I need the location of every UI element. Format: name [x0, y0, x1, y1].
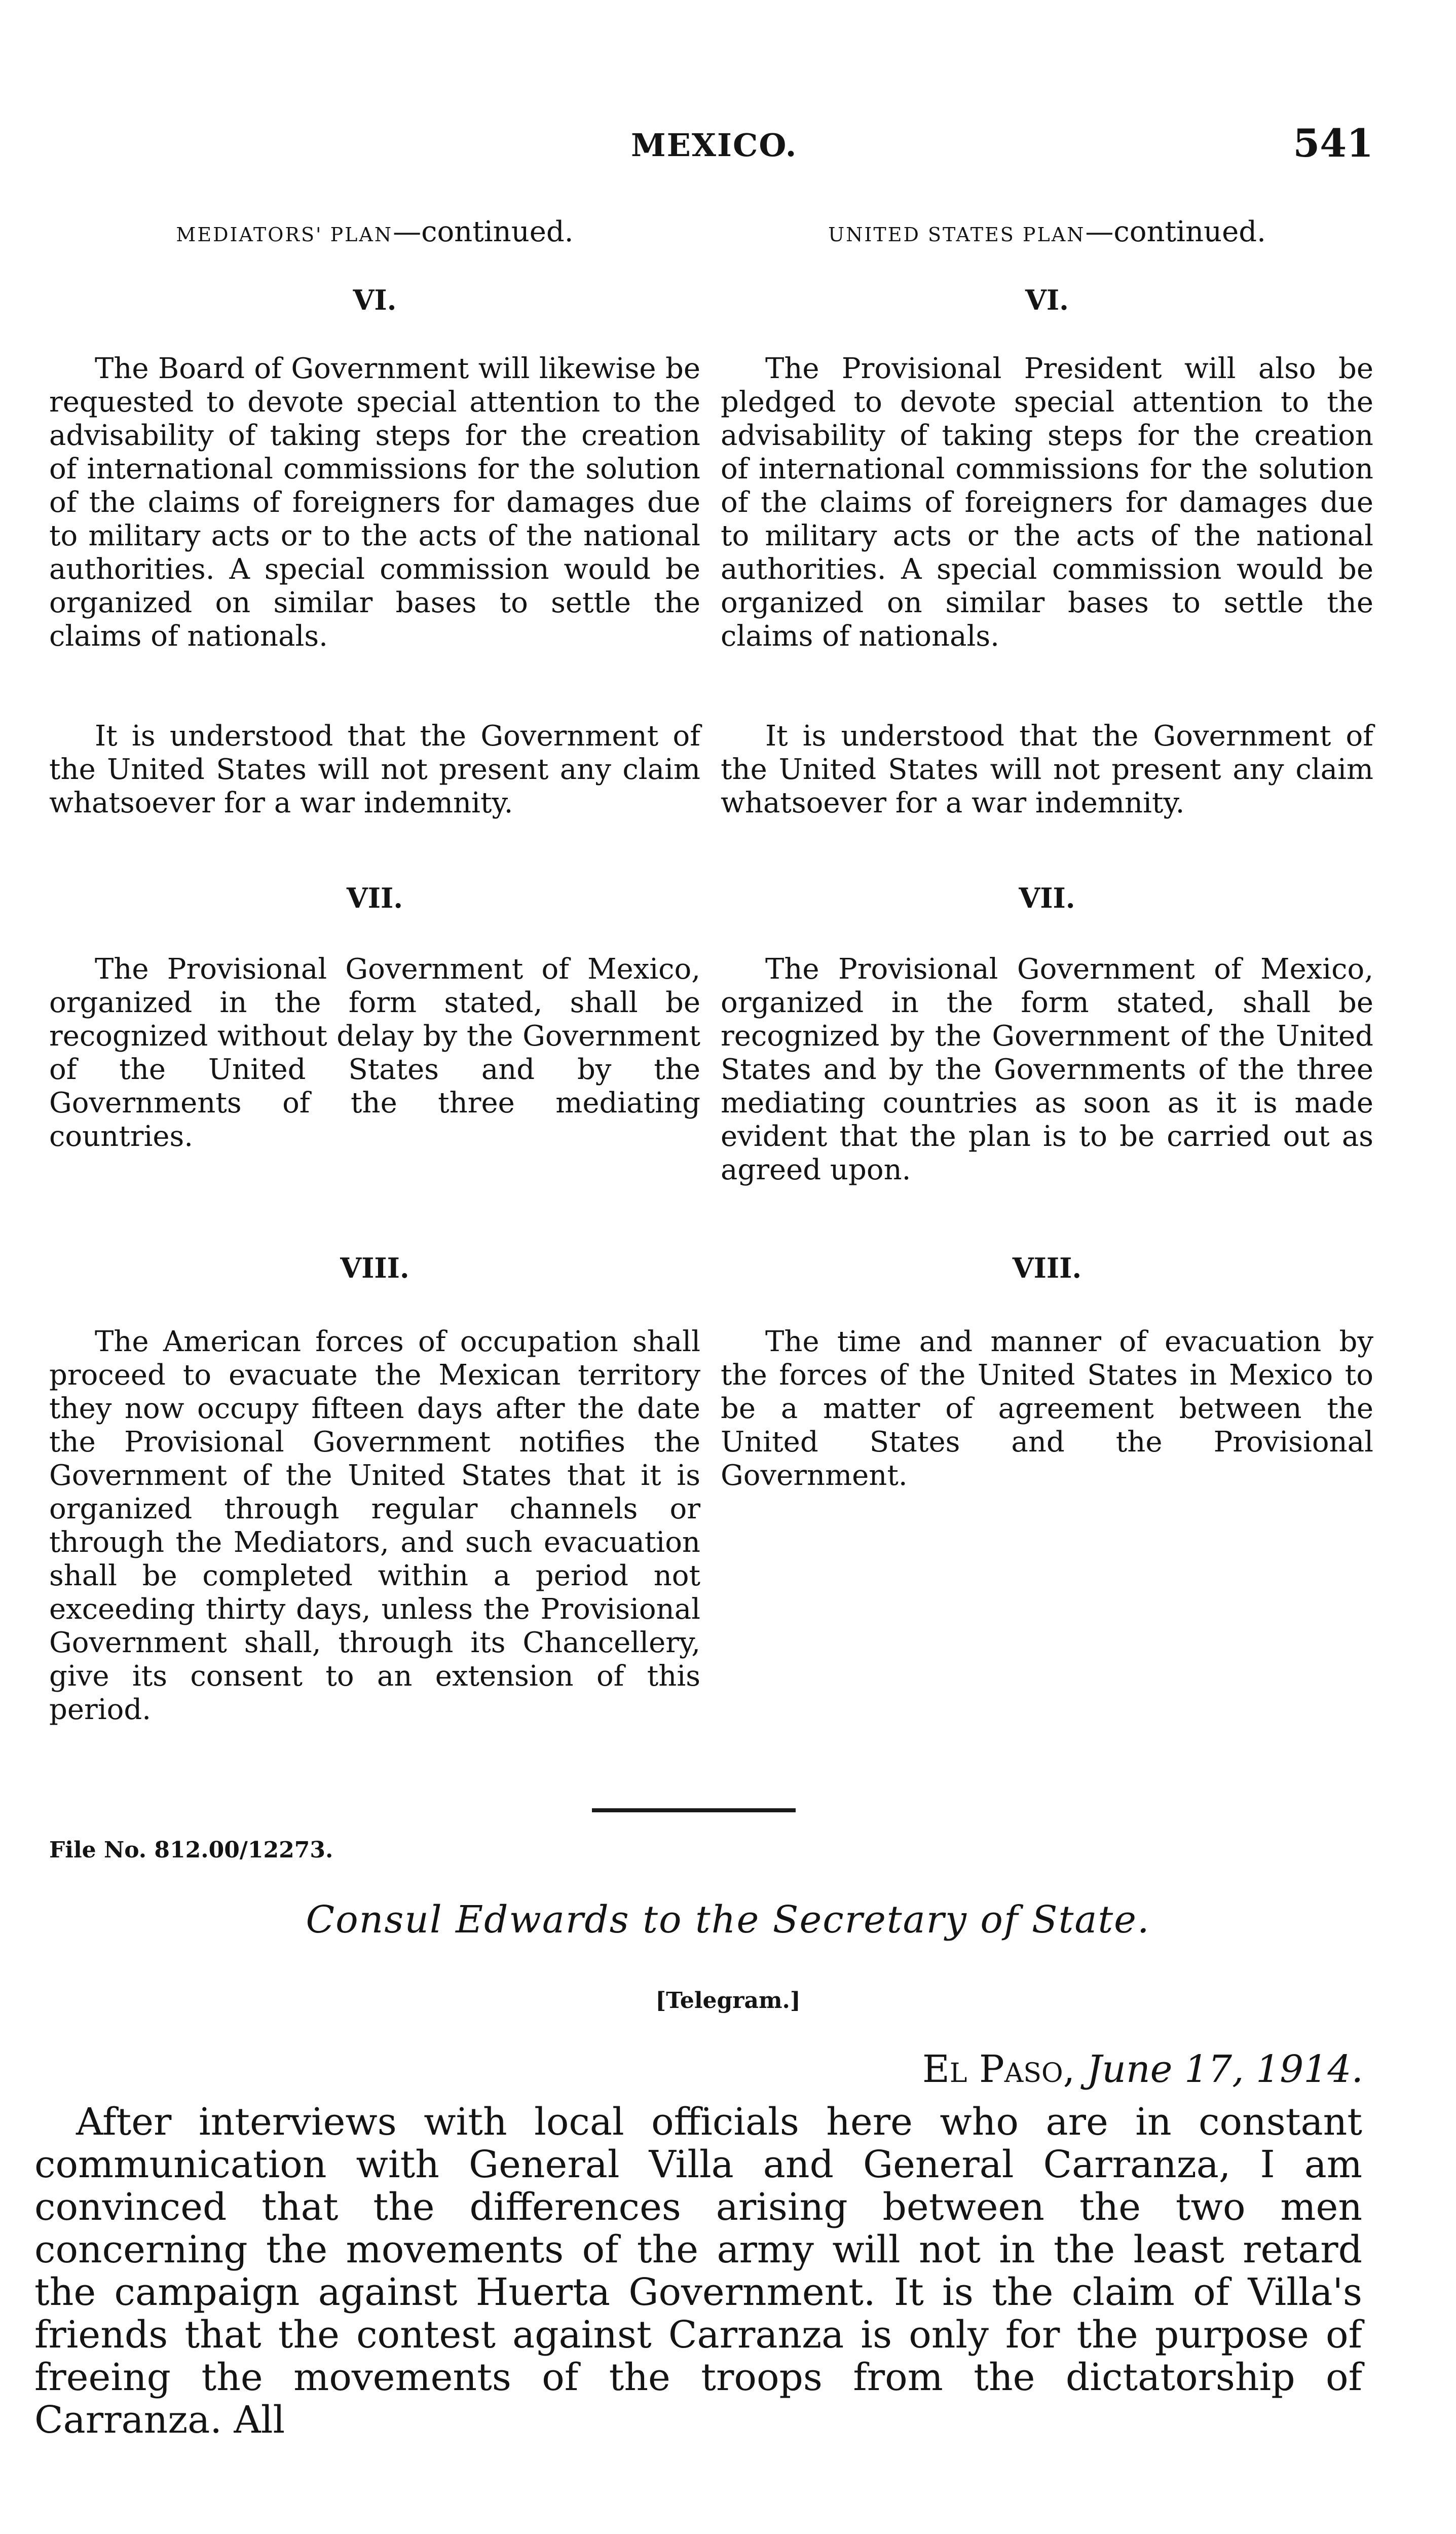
left-section-viii-paragraph-1: The American forces of occupation shall proceed to evacuate the Mexican territory they now occupy fifteen days after the date the Provisional Government notifies the Government of the United States that it is organized through regular channels or through the Mediators, and such evacuation shall be completed within a period not exceeding thirty days, unless the Provisional Government shall, through its Chancellery, give its consent to an extension of this period. — [49, 1325, 700, 1726]
dateline-date: June 17, 1914. — [1087, 2047, 1363, 2091]
page-number: 541 — [1293, 121, 1373, 166]
right-section-number-vii: VII. — [1019, 882, 1075, 914]
telegram-label: [Telegram.] — [655, 1988, 801, 2014]
right-section-vii-paragraph-1: The Provisional Government of Mexico, organized in the form stated, shall be recognized by the Government of the United States and by the Governments of the three mediating countries as soon as it is made evident that the plan is to be carried out as agreed upon. — [721, 953, 1373, 1186]
running-head-title: MEXICO. — [631, 127, 798, 164]
left-section-number-vi: VI. — [353, 284, 397, 316]
right-section-vi-paragraph-1: The Provisional President will also be pledged to devote special attention to the advisability of taking steps for the creation of international commissions for the solution of the claims of foreigners for damages due to military acts or the acts of the national authorities. A special commission would be organized on similar bases to settle the claims of nationals. — [721, 352, 1373, 653]
left-section-number-vii: VII. — [346, 882, 403, 914]
united-states-plan-heading-continued: —continued. — [1085, 215, 1266, 248]
dateline — [922, 2047, 1363, 2091]
left-section-vii-paragraph-1: The Provisional Government of Mexico, organized in the form stated, shall be recognized without delay by the Government of the United States and by the Governments of the three mediating countries. — [49, 953, 700, 1153]
left-section-number-viii: VIII. — [340, 1252, 409, 1284]
united-states-plan-heading — [721, 215, 1373, 248]
dateline-place: El Paso, — [922, 2047, 1075, 2091]
right-section-number-viii: VIII. — [1012, 1252, 1082, 1284]
right-section-vi-paragraph-2: It is understood that the Government of the United States will not present any claim whatsoever for a war indemnity. — [721, 720, 1373, 819]
right-section-number-vi: VI. — [1025, 284, 1069, 316]
mediators-plan-heading-label: MEDIATORS' PLAN — [176, 223, 393, 246]
mediators-plan-heading — [49, 215, 700, 248]
section-divider-rule — [592, 1808, 796, 1812]
document-title: Consul Edwards to the Secretary of State. — [306, 1898, 1150, 1942]
file-number: File No. 812.00/12273. — [49, 1837, 333, 1863]
united-states-plan-heading-label: UNITED STATES PLAN — [828, 223, 1086, 246]
telegram-body: After interviews with local officials here who are in constant communication with General Villa and General Carranza, I am convinced that the differences arising between the two men concerning the movements of the army will not in the least retard the campaign against Huerta Government. It is the claim of Villa's friends that the contest against Carranza is only for the purpose of freeing the movements of the troops from the dictatorship of Carranza. All — [34, 2100, 1362, 2442]
mediators-plan-heading-continued: —continued. — [393, 215, 574, 248]
right-section-viii-paragraph-1: The time and manner of evacuation by the forces of the United States in Mexico to be a matter of agreement between the United States and the Provisional Government. — [721, 1325, 1373, 1492]
left-section-vi-paragraph-1: The Board of Government will likewise be requested to devote special attention to the advisability of taking steps for the creation of international commissions for the solution of the claims of foreigners for damages due to military acts or to the acts of the national authorities. A special commission would be organized on similar bases to settle the claims of nationals. — [49, 352, 700, 653]
left-section-vi-paragraph-2: It is understood that the Government of the United States will not present any claim whatsoever for a war indemnity. — [49, 720, 700, 819]
